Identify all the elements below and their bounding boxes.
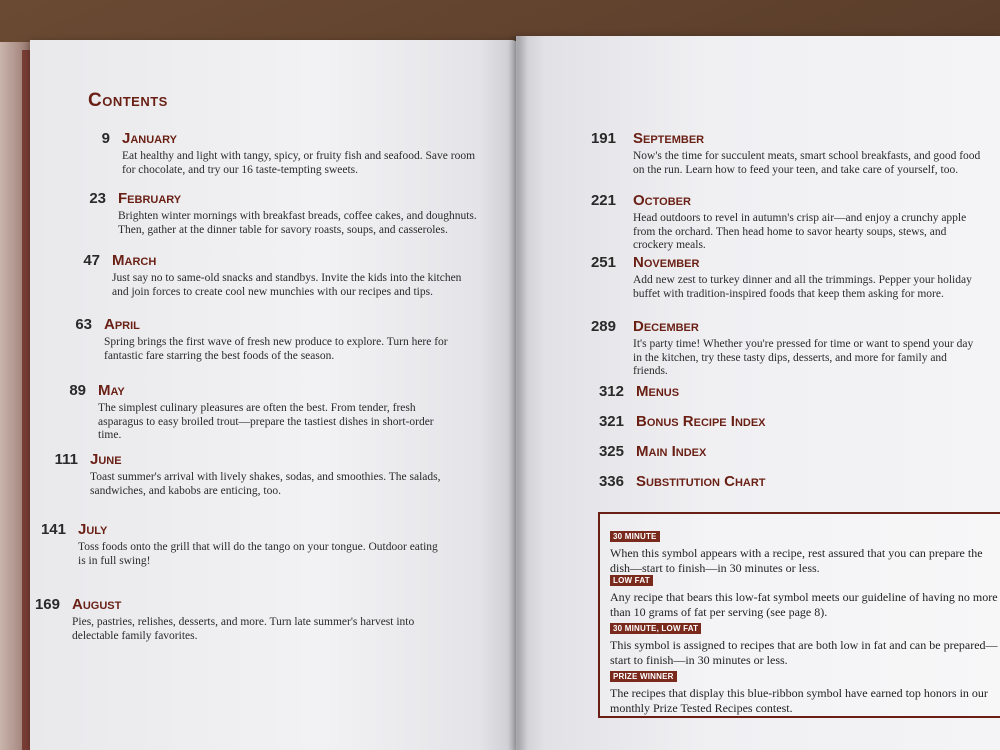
entry-page-number: 9 [101, 130, 110, 147]
entry-month-title: December [633, 318, 699, 335]
entry-description: Just say no to same-old snacks and standbys. Invite the kids into the kitchen and join forces to create cool new munchies with our recipes and tips. [112, 272, 462, 298]
entry-description: Add new zest to turkey dinner and all the trimmings. Pepper your holiday buffet with tradition-inspired foods that keep them asking for more. [633, 274, 972, 300]
legend-description: This symbol is assigned to recipes that are both low in fat and can be prepared—start to finish—in 30 minutes or less. [610, 638, 998, 667]
legend-item [610, 570, 1000, 619]
entry-description: The simplest culinary pleasures are often the best. From tender, fresh asparagus to easy broiled trout—prepare the tastiest dishes in short-order time. [98, 402, 434, 441]
entry-page-number: 47 [83, 252, 100, 269]
legend-item [610, 526, 1000, 575]
extra-section-title: Main Index [636, 443, 707, 460]
entry-description: Now's the time for succulent meats, smart school breakfasts, and good food on the run. Learn how to feed your teen, and take care of yourself, too. [633, 150, 981, 176]
symbol-legend-box [598, 512, 1000, 718]
contents-heading: Contents [88, 90, 168, 111]
extra-section-title: Bonus Recipe Index [636, 413, 766, 430]
legend-symbol-tag: 30 MINUTE, LOW FAT [610, 623, 701, 634]
entry-page-number: 289 [590, 318, 616, 335]
entry-month-title: March [112, 252, 157, 269]
book-gutter [508, 36, 528, 750]
entry-month-title: September [633, 130, 705, 147]
extra-page-number: 321 [598, 413, 624, 430]
entry-page-number: 89 [69, 382, 86, 399]
entry-month-title: November [633, 254, 700, 271]
entry-page-number: 169 [34, 596, 60, 613]
entry-page-number: 63 [75, 316, 92, 333]
legend-description: When this symbol appears with a recipe, rest assured that you can prepare the dish—start to finish—in 30 minutes or less. [610, 546, 983, 575]
entry-description: Brighten winter mornings with breakfast breads, coffee cakes, and doughnuts. Then, gather at the dinner table for savory roasts, soups, and casseroles. [118, 210, 477, 236]
entry-month-title: June [90, 451, 122, 468]
entry-page-number: 191 [590, 130, 616, 147]
entry-description: Toss foods onto the grill that will do the tango on your tongue. Outdoor eating is in full swing! [78, 541, 438, 567]
entry-description: Toast summer's arrival with lively shakes, sodas, and smoothies. The salads, sandwiches, and kabobs are enticing, too. [90, 471, 441, 497]
entry-description: Eat healthy and light with tangy, spicy, or fruity fish and seafood. Save room for chocolate, and try our 16 taste-tempting sweets. [122, 150, 476, 176]
legend-item [610, 618, 1000, 667]
entry-month-title: April [104, 316, 140, 333]
entry-month-title: July [78, 521, 108, 538]
entry-month-title: October [633, 192, 691, 209]
entry-month-title: August [72, 596, 122, 613]
entry-description: Head outdoors to revel in autumn's crisp air—and enjoy a crunchy apple from the orchard. Then head home to savor hearty soups, stews, and crockery meals. [633, 212, 967, 251]
entry-page-number: 23 [89, 190, 106, 207]
legend-item [610, 666, 1000, 715]
entry-month-title: January [122, 130, 177, 147]
legend-description: Any recipe that bears this low-fat symbol meets our guideline of having no more than 10 grams of fat per serving (see page 8). [610, 590, 998, 619]
entry-page-number: 111 [54, 451, 78, 468]
entry-month-title: May [98, 382, 125, 399]
entry-page-number: 141 [40, 521, 66, 538]
entry-page-number: 221 [590, 192, 616, 209]
legend-symbol-tag: PRIZE WINNER [610, 671, 677, 682]
entry-month-title: February [118, 190, 182, 207]
legend-symbol-tag: 30 MINUTE [610, 531, 660, 542]
entry-description: Pies, pastries, relishes, desserts, and more. Turn late summer's harvest into delectable family favorites. [72, 616, 415, 642]
extra-section-title: Menus [636, 383, 680, 400]
extra-section-title: Substitution Chart [636, 473, 766, 490]
entry-page-number: 251 [590, 254, 616, 271]
extra-page-number: 312 [598, 383, 624, 400]
entry-description: Spring brings the first wave of fresh new produce to explore. Turn here for fantastic fare starring the best foods of the season. [104, 336, 448, 362]
extra-page-number: 336 [598, 473, 624, 490]
legend-symbol-tag: LOW FAT [610, 575, 653, 586]
entry-description: It's party time! Whether you're pressed for time or want to spend your day in the kitchen, try these tasty dips, desserts, and more for family and friends. [633, 338, 974, 377]
legend-description: The recipes that display this blue-ribbon symbol have earned top honors in our monthly Prize Tested Recipes contest. [610, 686, 988, 715]
extra-page-number: 325 [598, 443, 624, 460]
